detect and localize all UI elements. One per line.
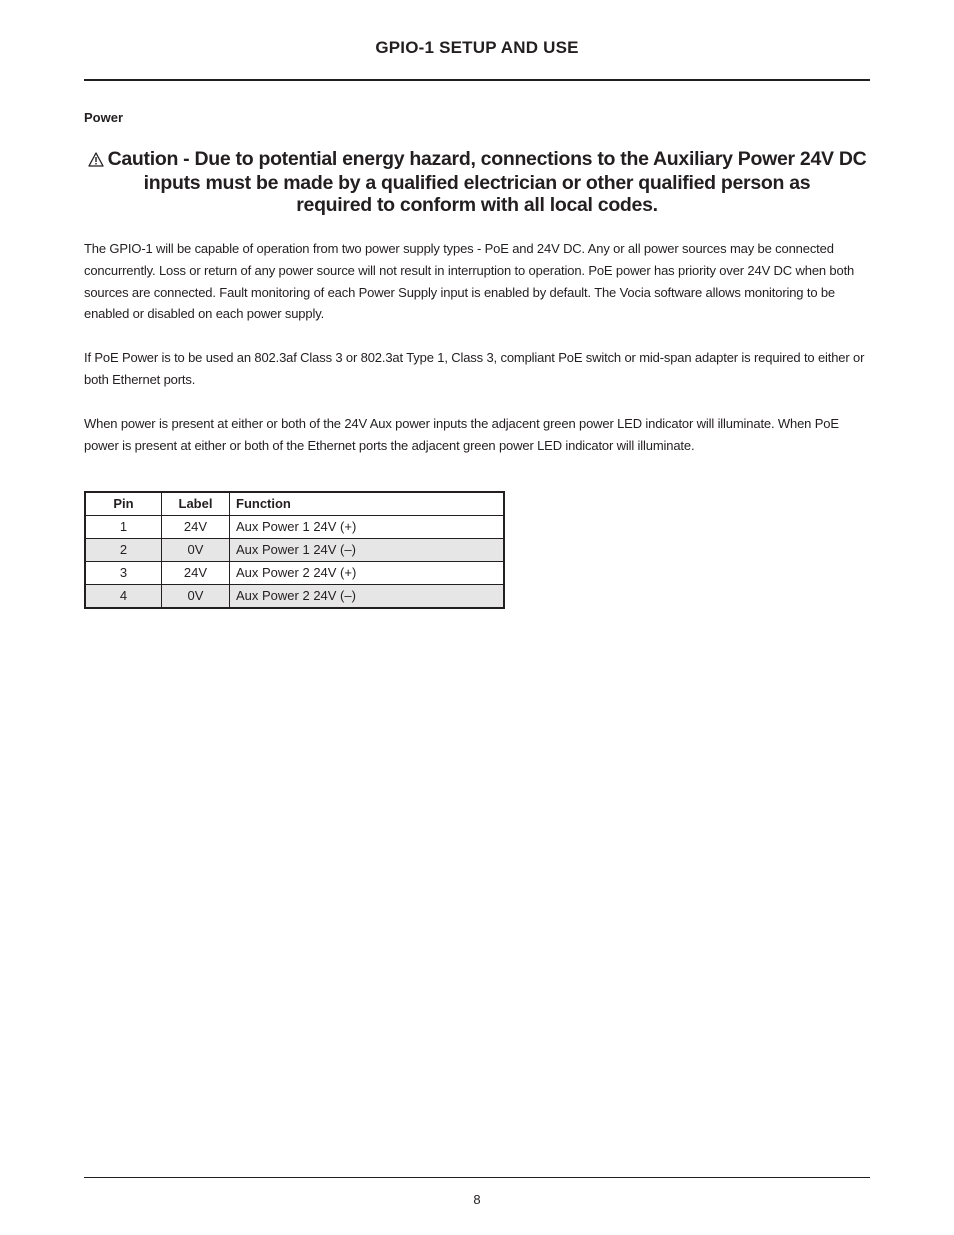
cell-pin: 4 — [85, 585, 162, 609]
caution-notice — [84, 148, 870, 216]
caution-line-2: inputs must be made by a qualified electrician or other qualified person as — [143, 172, 811, 194]
paragraph-poe-requirements: If PoE Power is to be used an 802.3af Class 3 or 802.3at Type 1, Class 3, compliant PoE switch or mid-span adapter is required to either or both Ethernet ports. — [84, 350, 865, 387]
table-row — [85, 539, 504, 562]
table-row — [85, 516, 504, 539]
cell-label: 24V — [162, 516, 230, 539]
page-title: GPIO-1 SETUP AND USE — [375, 38, 579, 57]
table-row — [85, 585, 504, 609]
caution-line-1 — [84, 148, 870, 172]
column-header-label: Label — [162, 492, 230, 516]
section-heading-power: Power — [84, 110, 124, 125]
paragraph-power-sources: The GPIO-1 will be capable of operation from two power supply types - PoE and 24V DC. Any or all power sources may be connected concurrently. Loss or return of any power source will not result in interruption to operation. PoE power has priority over 24V DC when both sources are connected. Fault monitoring of each Power Supply input is enabled by default. The Vocia software allows monitoring to be enabled or disabled on each power supply. — [84, 241, 855, 322]
column-header-function: Function — [230, 492, 505, 516]
page-number: 8 — [473, 1192, 481, 1207]
cell-pin: 3 — [85, 562, 162, 585]
cell-function: Aux Power 2 24V (+) — [230, 562, 505, 585]
warning-triangle-icon — [88, 150, 104, 172]
footer-divider — [84, 1177, 870, 1178]
cell-function: Aux Power 2 24V (–) — [230, 585, 505, 609]
cell-pin: 2 — [85, 539, 162, 562]
cell-function: Aux Power 1 24V (–) — [230, 539, 505, 562]
paragraph-led-indicators: When power is present at either or both of the 24V Aux power inputs the adjacent green power LED indicator will illuminate. When PoE power is present at either or both of the Ethernet ports the adjacent green power LED indicator will illuminate. — [84, 416, 839, 453]
header-divider — [84, 79, 870, 81]
cell-label: 24V — [162, 562, 230, 585]
column-header-pin: Pin — [85, 492, 162, 516]
table-header-row — [85, 492, 504, 516]
pin-table — [84, 491, 505, 609]
cell-pin: 1 — [85, 516, 162, 539]
table-row — [85, 562, 504, 585]
cell-label: 0V — [162, 539, 230, 562]
cell-function: Aux Power 1 24V (+) — [230, 516, 505, 539]
caution-line-3: required to conform with all local codes. — [296, 194, 658, 216]
caution-text-1: Caution - Due to potential energy hazard, connections to the Auxiliary Power 24V DC — [107, 148, 867, 170]
cell-label: 0V — [162, 585, 230, 609]
